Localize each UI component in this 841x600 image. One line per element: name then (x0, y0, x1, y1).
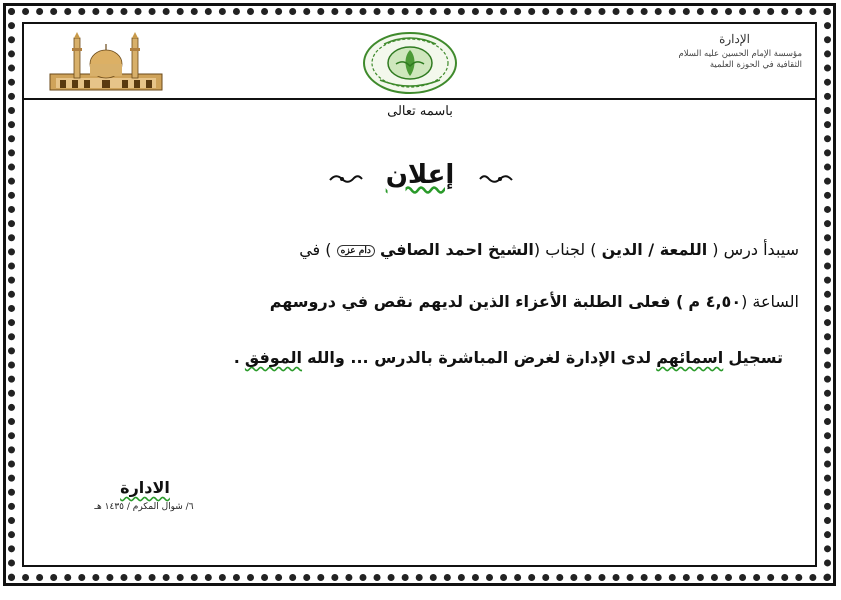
line3-part-b: اسمائهم (656, 348, 724, 367)
shrine-icon (46, 30, 166, 94)
header-admin-label: الإدارة (719, 32, 750, 46)
lesson-time: ٤,٥٠ م (688, 292, 742, 311)
header-divider (24, 98, 815, 100)
body-line-3 (234, 348, 783, 367)
emblem-icon (360, 30, 460, 96)
signature-date: ٦/ شوال المكرم / ١٤٣٥ هـ (94, 502, 194, 512)
line1-part-e: ) في (299, 240, 332, 259)
body-line-1 (299, 240, 799, 259)
line3-part-a: تسجيل (728, 348, 783, 367)
shrine-image (46, 30, 166, 94)
line3-part-e: . (233, 348, 240, 367)
announcement-title-block (320, 160, 520, 196)
basmala: باسمه تعالى (387, 104, 453, 119)
line3-part-d: الموفق (244, 348, 303, 367)
line3-part-c: لدى الإدارة لغرض المباشرة بالدرس ... والله (307, 348, 652, 367)
lesson-name: اللمعة / الدين (601, 240, 708, 259)
body-line-2 (270, 292, 799, 311)
line1-part-a: سيبدأ درس ( (712, 240, 799, 259)
institution-emblem (360, 30, 460, 96)
line2-part-a: الساعة ( (741, 292, 799, 311)
header-institution-name: مؤسسة الإمام الحسين عليه السلام الثقافية في الحوزة العلمية (678, 49, 802, 70)
teacher-name: الشيخ احمد الصافي (379, 240, 534, 259)
administration-header (664, 32, 802, 92)
right-ornament-icon (478, 172, 514, 186)
announcement-title: إعلان (385, 160, 455, 190)
signature-label: الادارة (120, 478, 170, 497)
line2-part-c: ) فعلى الطلبة الأعزاء الذين لديهم نقص في دروسهم (269, 292, 684, 311)
line1-part-c: ) لجناب ( (533, 240, 597, 259)
left-ornament-icon (328, 172, 364, 186)
honorific-badge: دام عزه (337, 245, 375, 257)
